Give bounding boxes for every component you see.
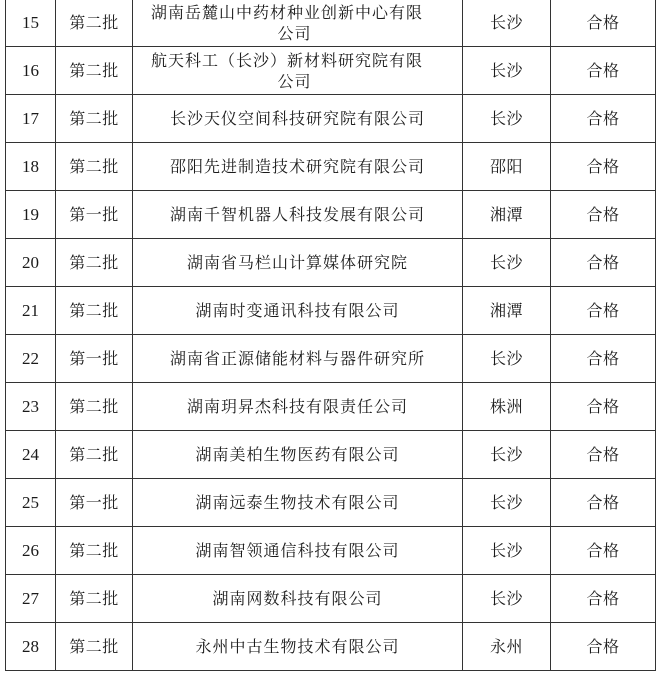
table-row [6, 95, 656, 143]
city-cell: 长沙 [463, 95, 551, 143]
city-cell: 长沙 [463, 47, 551, 95]
company-name-cell: 湖南省马栏山计算媒体研究院 [133, 239, 463, 287]
company-name-cell [133, 47, 463, 95]
table-row [6, 527, 656, 575]
table-row [6, 239, 656, 287]
row-number-cell: 22 [6, 335, 56, 383]
batch-cell: 第二批 [56, 287, 133, 335]
city-cell: 株洲 [463, 383, 551, 431]
batch-cell: 第二批 [56, 95, 133, 143]
city-cell: 长沙 [463, 431, 551, 479]
table-row [6, 623, 656, 671]
company-name-line2: 公司 [277, 23, 312, 43]
city-cell: 长沙 [463, 479, 551, 527]
city-cell: 邵阳 [463, 143, 551, 191]
result-cell: 合格 [551, 0, 656, 47]
company-name-line1: 航天科工（长沙）新材料研究院有限 [151, 50, 424, 70]
row-number-cell: 25 [6, 479, 56, 527]
row-number-cell: 28 [6, 623, 56, 671]
company-name-cell: 湖南省正源储能材料与器件研究所 [133, 335, 463, 383]
result-cell: 合格 [551, 527, 656, 575]
company-name-cell: 湖南智领通信科技有限公司 [133, 527, 463, 575]
table-row [6, 335, 656, 383]
batch-cell: 第二批 [56, 431, 133, 479]
result-cell: 合格 [551, 191, 656, 239]
table-body [6, 0, 656, 671]
city-cell: 湘潭 [463, 191, 551, 239]
batch-cell: 第二批 [56, 0, 133, 47]
row-number-cell: 23 [6, 383, 56, 431]
row-number-cell: 15 [6, 0, 56, 47]
batch-cell: 第二批 [56, 575, 133, 623]
city-cell: 长沙 [463, 575, 551, 623]
table-row [6, 47, 656, 95]
company-name-cell: 湖南远泰生物技术有限公司 [133, 479, 463, 527]
table-row [6, 287, 656, 335]
row-number-cell: 27 [6, 575, 56, 623]
company-name-line1: 湖南岳麓山中药材种业创新中心有限 [151, 2, 424, 22]
company-name-cell: 长沙天仪空间科技研究院有限公司 [133, 95, 463, 143]
row-number-cell: 24 [6, 431, 56, 479]
company-name-cell: 湖南美柏生物医药有限公司 [133, 431, 463, 479]
result-cell: 合格 [551, 431, 656, 479]
company-name-cell: 邵阳先进制造技术研究院有限公司 [133, 143, 463, 191]
city-cell: 长沙 [463, 0, 551, 47]
company-name-cell: 湖南玥昇杰科技有限责任公司 [133, 383, 463, 431]
table-row [6, 191, 656, 239]
company-name-cell: 湖南网数科技有限公司 [133, 575, 463, 623]
table-row [6, 0, 656, 47]
city-cell: 长沙 [463, 527, 551, 575]
table-row [6, 479, 656, 527]
city-cell: 永州 [463, 623, 551, 671]
table-row [6, 143, 656, 191]
batch-cell: 第二批 [56, 527, 133, 575]
row-number-cell: 26 [6, 527, 56, 575]
company-name-line2: 公司 [277, 71, 312, 91]
table-row [6, 383, 656, 431]
company-name-cell: 湖南时变通讯科技有限公司 [133, 287, 463, 335]
row-number-cell: 21 [6, 287, 56, 335]
batch-cell: 第二批 [56, 623, 133, 671]
company-name-cell [133, 0, 463, 47]
results-table [5, 0, 656, 671]
result-cell: 合格 [551, 479, 656, 527]
batch-cell: 第一批 [56, 479, 133, 527]
result-cell: 合格 [551, 287, 656, 335]
result-cell: 合格 [551, 95, 656, 143]
company-name-cell: 永州中古生物技术有限公司 [133, 623, 463, 671]
row-number-cell: 20 [6, 239, 56, 287]
batch-cell: 第二批 [56, 47, 133, 95]
result-cell: 合格 [551, 239, 656, 287]
result-cell: 合格 [551, 623, 656, 671]
batch-cell: 第一批 [56, 335, 133, 383]
row-number-cell: 18 [6, 143, 56, 191]
results-table-container [5, 0, 655, 671]
row-number-cell: 17 [6, 95, 56, 143]
row-number-cell: 16 [6, 47, 56, 95]
result-cell: 合格 [551, 575, 656, 623]
table-row [6, 575, 656, 623]
batch-cell: 第二批 [56, 383, 133, 431]
batch-cell: 第二批 [56, 143, 133, 191]
company-name-cell: 湖南千智机器人科技发展有限公司 [133, 191, 463, 239]
batch-cell: 第一批 [56, 191, 133, 239]
result-cell: 合格 [551, 143, 656, 191]
batch-cell: 第二批 [56, 239, 133, 287]
result-cell: 合格 [551, 335, 656, 383]
city-cell: 湘潭 [463, 287, 551, 335]
table-row [6, 431, 656, 479]
city-cell: 长沙 [463, 239, 551, 287]
city-cell: 长沙 [463, 335, 551, 383]
result-cell: 合格 [551, 47, 656, 95]
result-cell: 合格 [551, 383, 656, 431]
row-number-cell: 19 [6, 191, 56, 239]
